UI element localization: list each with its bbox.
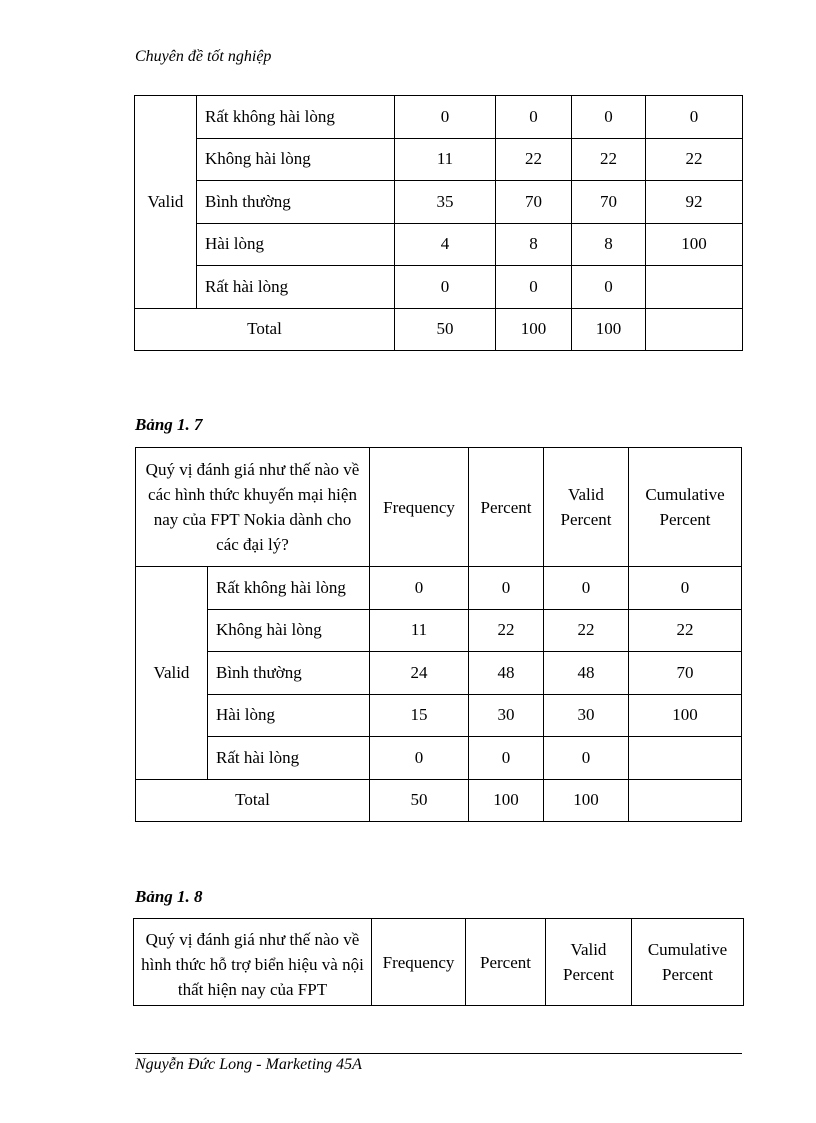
row-label-cell: Rất hài lòng <box>197 266 395 309</box>
total-label-cell: Total <box>136 779 370 822</box>
cumulative-percent-cell: 92 <box>646 181 743 224</box>
valid-percent-cell: 0 <box>572 266 646 309</box>
question-cell: Quý vị đánh giá như thế nào về hình thức hỗ trợ biển hiệu và nội thất hiện nay của FPT <box>134 919 372 1006</box>
valid-percent-cell: 100 <box>572 308 646 351</box>
valid-percent-cell: 22 <box>572 138 646 181</box>
table-row <box>135 223 743 266</box>
row-label-cell: Rất không hài lòng <box>197 96 395 139</box>
column-header-percent: Percent <box>469 448 544 567</box>
row-label-cell: Hài lòng <box>197 223 395 266</box>
group-label-cell: Valid <box>135 96 197 309</box>
table-row <box>135 138 743 181</box>
percent-cell: 0 <box>469 737 544 780</box>
percent-cell: 0 <box>496 96 572 139</box>
valid-percent-cell: 0 <box>544 737 629 780</box>
table-row <box>136 737 742 780</box>
table-row <box>136 609 742 652</box>
column-header-cumulative-percent: Cumulative Percent <box>632 919 744 1006</box>
table-header-row <box>136 448 742 567</box>
row-label-cell: Rất hài lòng <box>208 737 370 780</box>
percent-cell: 0 <box>469 567 544 610</box>
cumulative-percent-cell: 22 <box>629 609 742 652</box>
cumulative-percent-cell: 100 <box>629 694 742 737</box>
table-row <box>135 266 743 309</box>
table-body <box>136 448 742 822</box>
frequency-cell: 4 <box>395 223 496 266</box>
percent-cell: 100 <box>469 779 544 822</box>
column-header-valid-percent: Valid Percent <box>544 448 629 567</box>
footer-divider <box>135 1053 742 1054</box>
frequency-cell: 11 <box>370 609 469 652</box>
table-row <box>136 567 742 610</box>
question-cell: Quý vị đánh giá như thế nào về các hình thức khuyến mại hiện nay của FPT Nokia dành cho các đại lý? <box>136 448 370 567</box>
percent-cell: 30 <box>469 694 544 737</box>
page-footer: Nguyễn Đức Long - Marketing 45A <box>135 1056 362 1073</box>
column-header-frequency: Frequency <box>370 448 469 567</box>
cumulative-percent-cell: 70 <box>629 652 742 695</box>
table-caption: Bảng 1. 7 <box>135 415 203 434</box>
percent-cell: 70 <box>496 181 572 224</box>
valid-percent-cell: 100 <box>544 779 629 822</box>
frequency-cell: 11 <box>395 138 496 181</box>
percent-cell: 100 <box>496 308 572 351</box>
frequency-cell: 0 <box>395 96 496 139</box>
column-header-valid-percent: Valid Percent <box>546 919 632 1006</box>
column-header-frequency: Frequency <box>372 919 466 1006</box>
frequency-cell: 24 <box>370 652 469 695</box>
valid-percent-cell: 0 <box>544 567 629 610</box>
table-caption: Bảng 1. 8 <box>135 887 203 906</box>
valid-percent-cell: 0 <box>572 96 646 139</box>
cumulative-percent-cell <box>646 308 743 351</box>
frequency-cell: 0 <box>395 266 496 309</box>
cumulative-percent-cell: 0 <box>646 96 743 139</box>
frequency-cell: 15 <box>370 694 469 737</box>
valid-percent-cell: 22 <box>544 609 629 652</box>
page-header: Chuyên đề tốt nghiệp <box>135 48 272 65</box>
percent-cell: 48 <box>469 652 544 695</box>
row-label-cell: Bình thường <box>208 652 370 695</box>
frequency-table-continued <box>134 95 743 351</box>
table-body <box>135 96 743 351</box>
percent-cell: 22 <box>496 138 572 181</box>
table-header-row <box>134 919 744 1006</box>
frequency-cell: 0 <box>370 737 469 780</box>
cumulative-percent-cell <box>629 737 742 780</box>
frequency-cell: 0 <box>370 567 469 610</box>
frequency-cell: 35 <box>395 181 496 224</box>
valid-percent-cell: 30 <box>544 694 629 737</box>
percent-cell: 8 <box>496 223 572 266</box>
cumulative-percent-cell <box>629 779 742 822</box>
valid-percent-cell: 8 <box>572 223 646 266</box>
cumulative-percent-cell: 100 <box>646 223 743 266</box>
table-row <box>136 694 742 737</box>
valid-percent-cell: 70 <box>572 181 646 224</box>
total-row <box>136 779 742 822</box>
column-header-percent: Percent <box>466 919 546 1006</box>
row-label-cell: Hài lòng <box>208 694 370 737</box>
row-label-cell: Bình thường <box>197 181 395 224</box>
row-label-cell: Không hài lòng <box>208 609 370 652</box>
cumulative-percent-cell: 22 <box>646 138 743 181</box>
table-row <box>136 652 742 695</box>
frequency-cell: 50 <box>370 779 469 822</box>
frequency-table-1-8 <box>133 918 744 1006</box>
cumulative-percent-cell <box>646 266 743 309</box>
group-label-cell: Valid <box>136 567 208 780</box>
column-header-cumulative-percent: Cumulative Percent <box>629 448 742 567</box>
frequency-cell: 50 <box>395 308 496 351</box>
total-label-cell: Total <box>135 308 395 351</box>
table-row <box>135 96 743 139</box>
valid-percent-cell: 48 <box>544 652 629 695</box>
table-row <box>135 181 743 224</box>
total-row <box>135 308 743 351</box>
frequency-table-1-7 <box>135 447 742 822</box>
percent-cell: 22 <box>469 609 544 652</box>
percent-cell: 0 <box>496 266 572 309</box>
row-label-cell: Không hài lòng <box>197 138 395 181</box>
cumulative-percent-cell: 0 <box>629 567 742 610</box>
row-label-cell: Rất không hài lòng <box>208 567 370 610</box>
